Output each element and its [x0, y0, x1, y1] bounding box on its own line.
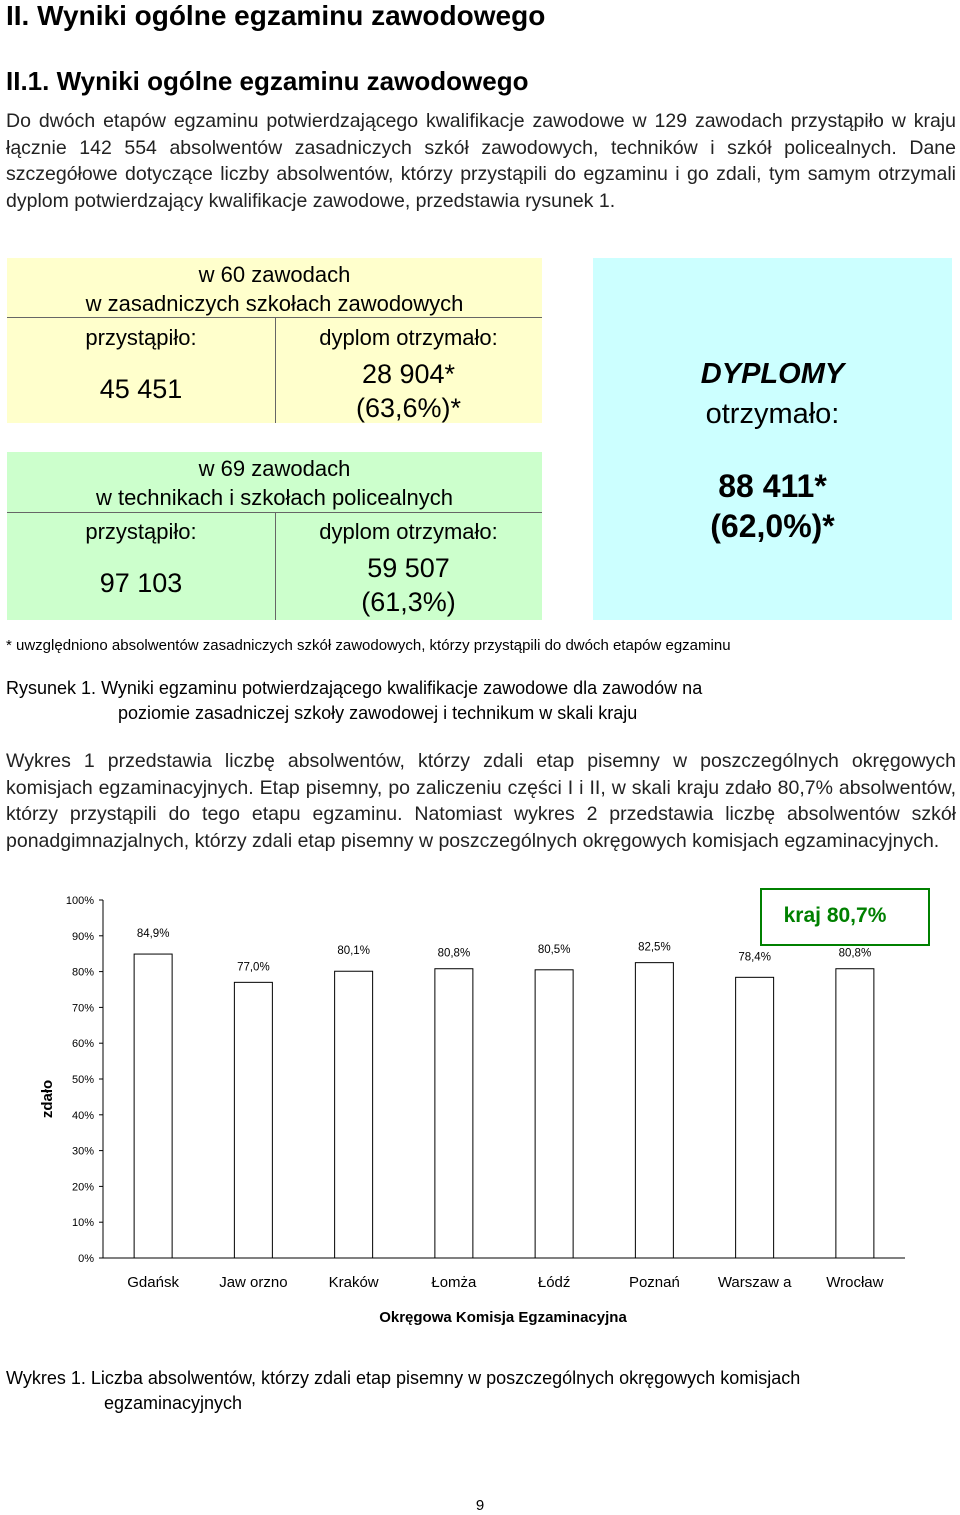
total-value-2: (62,0%)*	[710, 508, 835, 544]
bar-value-label: 80,5%	[537, 943, 571, 956]
y-tick-label: 50%	[71, 1074, 94, 1086]
y-tick-label: 40%	[71, 1109, 94, 1122]
chart-caption	[6, 1366, 800, 1391]
chart	[0, 880, 960, 1340]
total-label-2: otrzymało:	[705, 398, 840, 430]
zsz-left-label: przystąpiło:	[85, 325, 197, 350]
page-heading: II. Wyniki ogólne egzaminu zawodowego	[6, 0, 546, 31]
y-tick-label: 90%	[71, 930, 94, 943]
bar	[736, 977, 774, 1258]
figure-caption-line1: Wyniki egzaminu potwierdzającego kwalifikacje zawodowe dla zawodów na	[101, 678, 703, 698]
tech-left-value: 97 103	[99, 568, 183, 598]
tech-line1: w 69 zawodach	[198, 456, 351, 481]
y-tick-label: 0%	[78, 1253, 94, 1265]
total-value-1: 88 411*	[718, 468, 827, 504]
y-tick-label: 10%	[71, 1217, 94, 1230]
bar	[234, 982, 272, 1258]
bar	[836, 969, 874, 1258]
total-label-1: DYPLOMY	[700, 358, 845, 390]
x-tick-label: Poznań	[628, 1274, 680, 1291]
national-result-label: kraj 80,7%	[783, 904, 887, 927]
y-tick-label: 70%	[71, 1002, 94, 1015]
x-tick-label: Łomża	[431, 1274, 477, 1291]
figure-caption-line2: poziomie zasadniczej szkoły zawodowej i technikum w skali kraju	[118, 703, 638, 723]
bar	[435, 969, 473, 1258]
bar-value-label: 84,9%	[136, 928, 170, 941]
page-number: 9	[475, 1497, 485, 1514]
bar	[335, 971, 373, 1258]
x-tick-label: Jaw orzno	[219, 1274, 288, 1291]
y-axis-label: zdało	[39, 1079, 56, 1119]
bar-value-label: 80,1%	[337, 945, 370, 958]
zsz-left-value: 45 451	[99, 374, 183, 404]
bar-value-label: 80,8%	[838, 947, 872, 960]
y-tick-label: 30%	[71, 1145, 94, 1158]
zsz-box	[7, 258, 542, 423]
figure-caption	[6, 676, 702, 701]
intro-paragraph: Do dwóch etapów egzaminu potwierdzającego kwalifikacje zawodowe w 129 zawodach przystąpiło w kraju łącznie 142 554 absolwentów zasadniczych szkół zawodowych, techników i szkół policealnych. Dane szczegółowe dotyczące liczby absolwentów, którzy przystąpili do egzaminu i go zdali, tym samym otrzymali dyplom potwierdzający kwalifikacje zawodowe, przedstawia rysunek 1.	[6, 110, 956, 212]
x-axis-label: Okręgowa Komisja Egzaminacyjna	[379, 1309, 627, 1326]
x-tick-label: Łódź	[537, 1274, 571, 1291]
x-tick-label: Gdańsk	[127, 1274, 179, 1291]
zsz-line1: w 60 zawodach	[198, 262, 351, 287]
bar-value-label: 80,8%	[437, 947, 471, 960]
x-tick-label: Wrocław	[826, 1274, 884, 1291]
zsz-right-label: dyplom otrzymało:	[319, 325, 498, 350]
tech-right-value-2: (61,3%)	[361, 587, 456, 617]
footnote: * uwzględniono absolwentów zasadniczych szkół zawodowych, którzy przystąpili do dwóch etapów egzaminu	[6, 637, 731, 654]
tech-right-value-1: 59 507	[367, 553, 450, 583]
y-tick-label: 80%	[71, 966, 94, 979]
bar-value-label: 82,5%	[638, 941, 671, 954]
chart-caption-line1: Liczba absolwentów, którzy zdali etap pisemny w poszczególnych okręgowych komisjach	[90, 1368, 801, 1388]
tech-left-label: przystąpiło:	[85, 519, 197, 544]
zsz-right-value-1: 28 904*	[361, 359, 456, 389]
y-tick-label: 20%	[71, 1181, 94, 1194]
body-paragraph: Wykres 1 przedstawia liczbę absolwentów, którzy zdali etap pisemny w poszczególnych okręgowych komisjach egzaminacyjnych. Etap pisemny, po zaliczeniu części I i II, w skali kraju zdało 80,7% absolwentów, którzy przystąpili do tego etapu egzaminu. Natomiast wykres 2 przedstawia liczbę absolwentów szkół ponadgimnazjalnych, którzy zdali etap pisemny w poszczególnych okręgowych komisjach egzaminacyjnych.	[6, 750, 956, 852]
chart-caption-line2: egzaminacyjnych	[104, 1393, 243, 1413]
y-tick-label: 100%	[65, 895, 94, 907]
bar-value-label: 78,4%	[738, 951, 771, 964]
zsz-right-value-2: (63,6%)*	[355, 393, 462, 423]
tech-box	[7, 452, 542, 620]
x-tick-label: Kraków	[328, 1274, 379, 1291]
figure-caption-prefix: Rysunek 1.	[6, 678, 97, 698]
y-tick-label: 60%	[71, 1038, 94, 1051]
x-tick-label: Warszaw a	[717, 1274, 792, 1291]
bar	[635, 963, 673, 1258]
total-box	[593, 258, 952, 620]
bar-value-label: 77,0%	[237, 961, 270, 974]
tech-right-label: dyplom otrzymało:	[319, 519, 498, 544]
bar	[134, 954, 172, 1258]
section-heading: II.1. Wyniki ogólne egzaminu zawodowego	[6, 66, 529, 96]
bar	[535, 970, 573, 1258]
chart-caption-prefix: Wykres 1.	[6, 1368, 86, 1388]
zsz-line2: w zasadniczych szkołach zawodowych	[85, 291, 464, 316]
tech-line2: w technikach i szkołach policealnych	[95, 485, 454, 510]
